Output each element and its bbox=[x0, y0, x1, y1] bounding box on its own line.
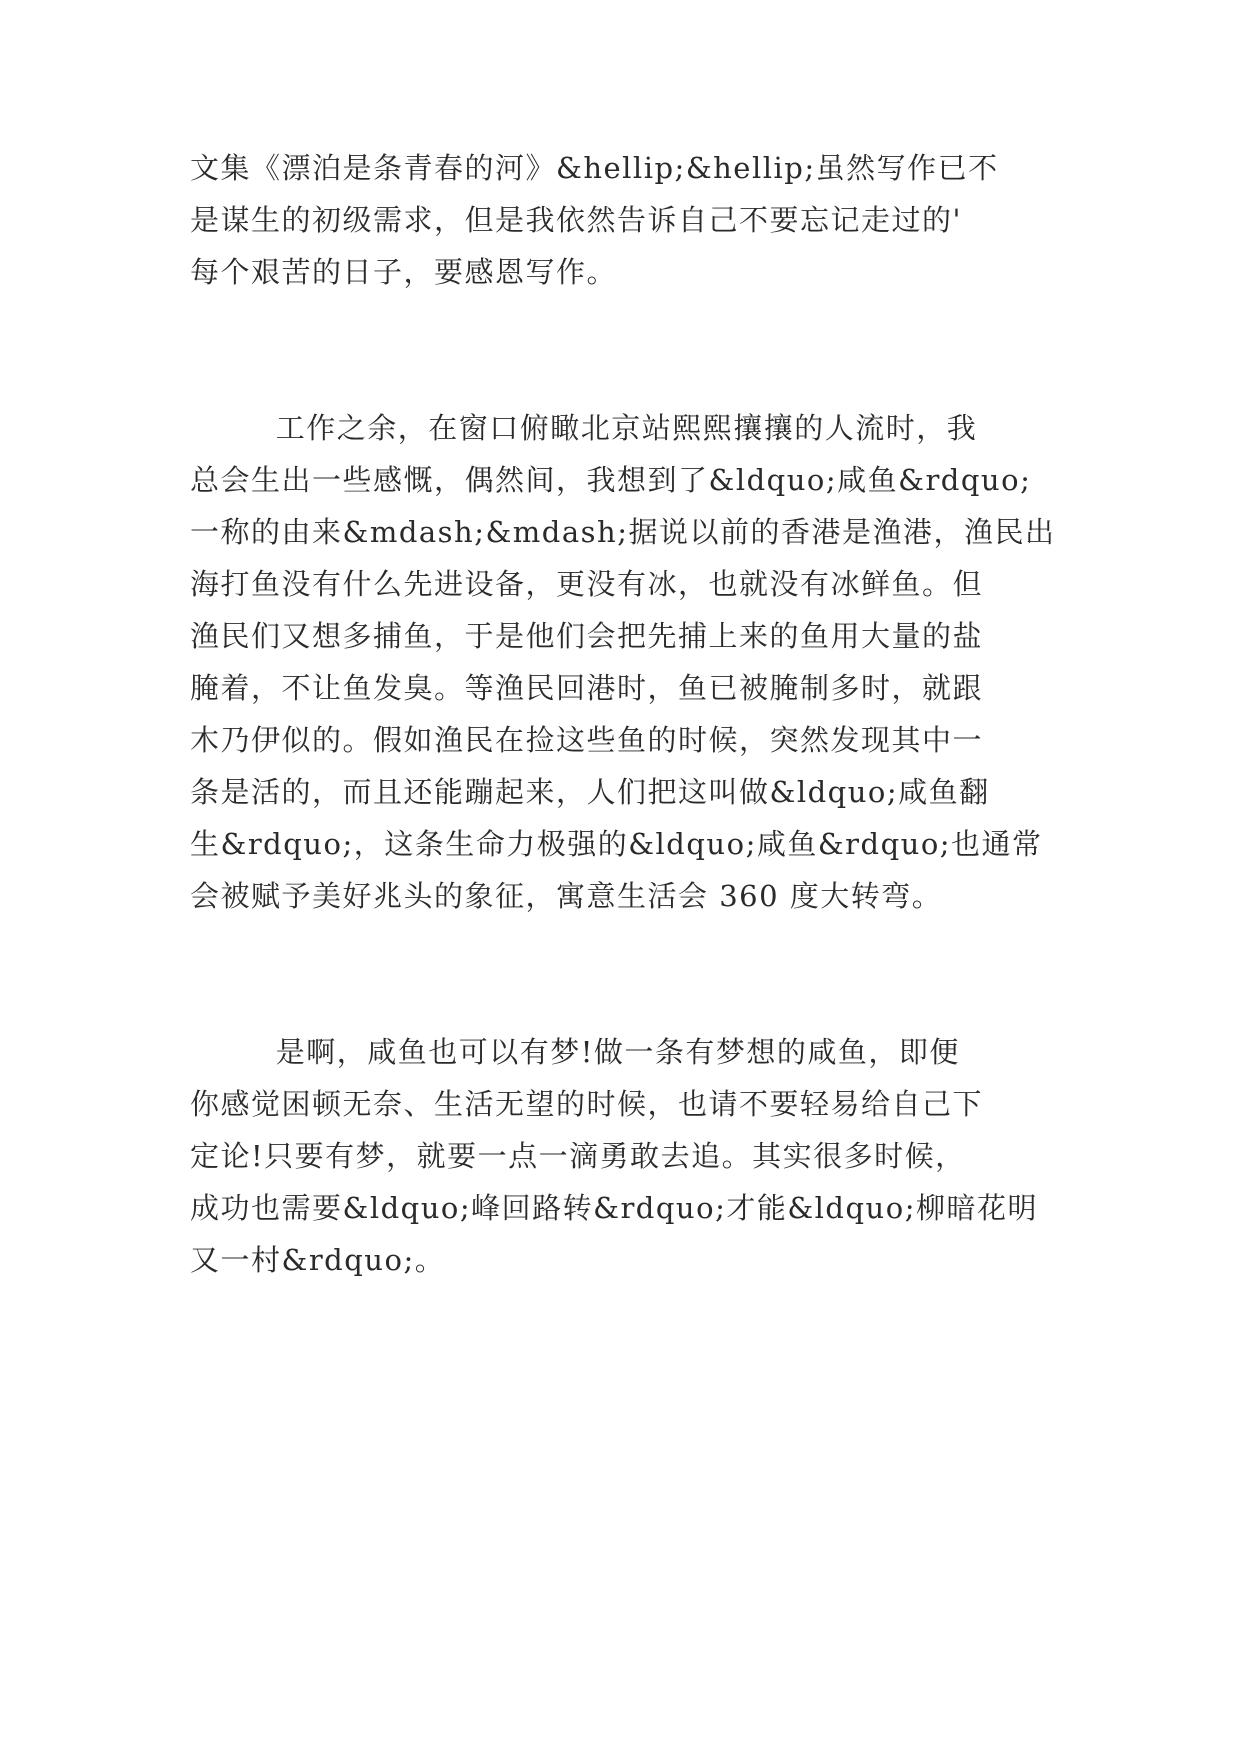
paragraph-2-line-3: 一称的由来&mdash;&mdash;据说以前的香港是渔港，渔民出 bbox=[190, 515, 1056, 549]
paragraph-3-line-1: 是啊，咸鱼也可以有梦!做一条有梦想的咸鱼，即便 bbox=[190, 1035, 960, 1069]
paragraph-2-line-4: 海打鱼没有什么先进设备，更没有冰，也就没有冰鲜鱼。但 bbox=[190, 567, 984, 601]
paragraph-3-line-2: 你感觉困顿无奈、生活无望的时候，也请不要轻易给自己下 bbox=[190, 1087, 984, 1121]
paragraph-2-line-5: 渔民们又想多捕鱼，于是他们会把先捕上来的鱼用大量的盐 bbox=[190, 619, 984, 653]
paragraph-1-line-2: 是谋生的初级需求，但是我依然告诉自己不要忘记走过的' bbox=[190, 203, 962, 237]
paragraph-2-line-8: 条是活的，而且还能蹦起来，人们把这叫做&ldquo;咸鱼翻 bbox=[190, 775, 990, 809]
paragraph-3-line-4: 成功也需要&ldquo;峰回路转&rdquo;才能&ldquo;柳暗花明 bbox=[190, 1191, 1038, 1225]
paragraph-2-line-1: 工作之余，在窗口俯瞰北京站熙熙攘攘的人流时，我 bbox=[190, 411, 978, 445]
paragraph-3-line-5: 又一村&rdquo;。 bbox=[190, 1243, 446, 1277]
paragraph-1-line-1: 文集《漂泊是条青春的河》&hellip;&hellip;虽然写作已不 bbox=[190, 151, 999, 185]
paragraph-2-line-2: 总会生出一些感慨，偶然间，我想到了&ldquo;咸鱼&rdquo; bbox=[190, 463, 1032, 497]
paragraph-2-line-6: 腌着，不让鱼发臭。等渔民回港时，鱼已被腌制多时，就跟 bbox=[190, 671, 984, 705]
paragraph-3-line-3: 定论!只要有梦，就要一点一滴勇敢去追。其实很多时候， bbox=[190, 1139, 966, 1173]
paragraph-2-line-10: 会被赋予美好兆头的象征，寓意生活会 360 度大转弯。 bbox=[190, 879, 943, 913]
paragraph-2-line-7: 木乃伊似的。假如渔民在捡这些鱼的时候，突然发现其中一 bbox=[190, 723, 984, 757]
paragraph-2-line-9: 生&rdquo;，这条生命力极强的&ldquo;咸鱼&rdquo;也通常 bbox=[190, 827, 1043, 861]
paragraph-1-line-3: 每个艰苦的日子，要感恩写作。 bbox=[190, 255, 618, 289]
